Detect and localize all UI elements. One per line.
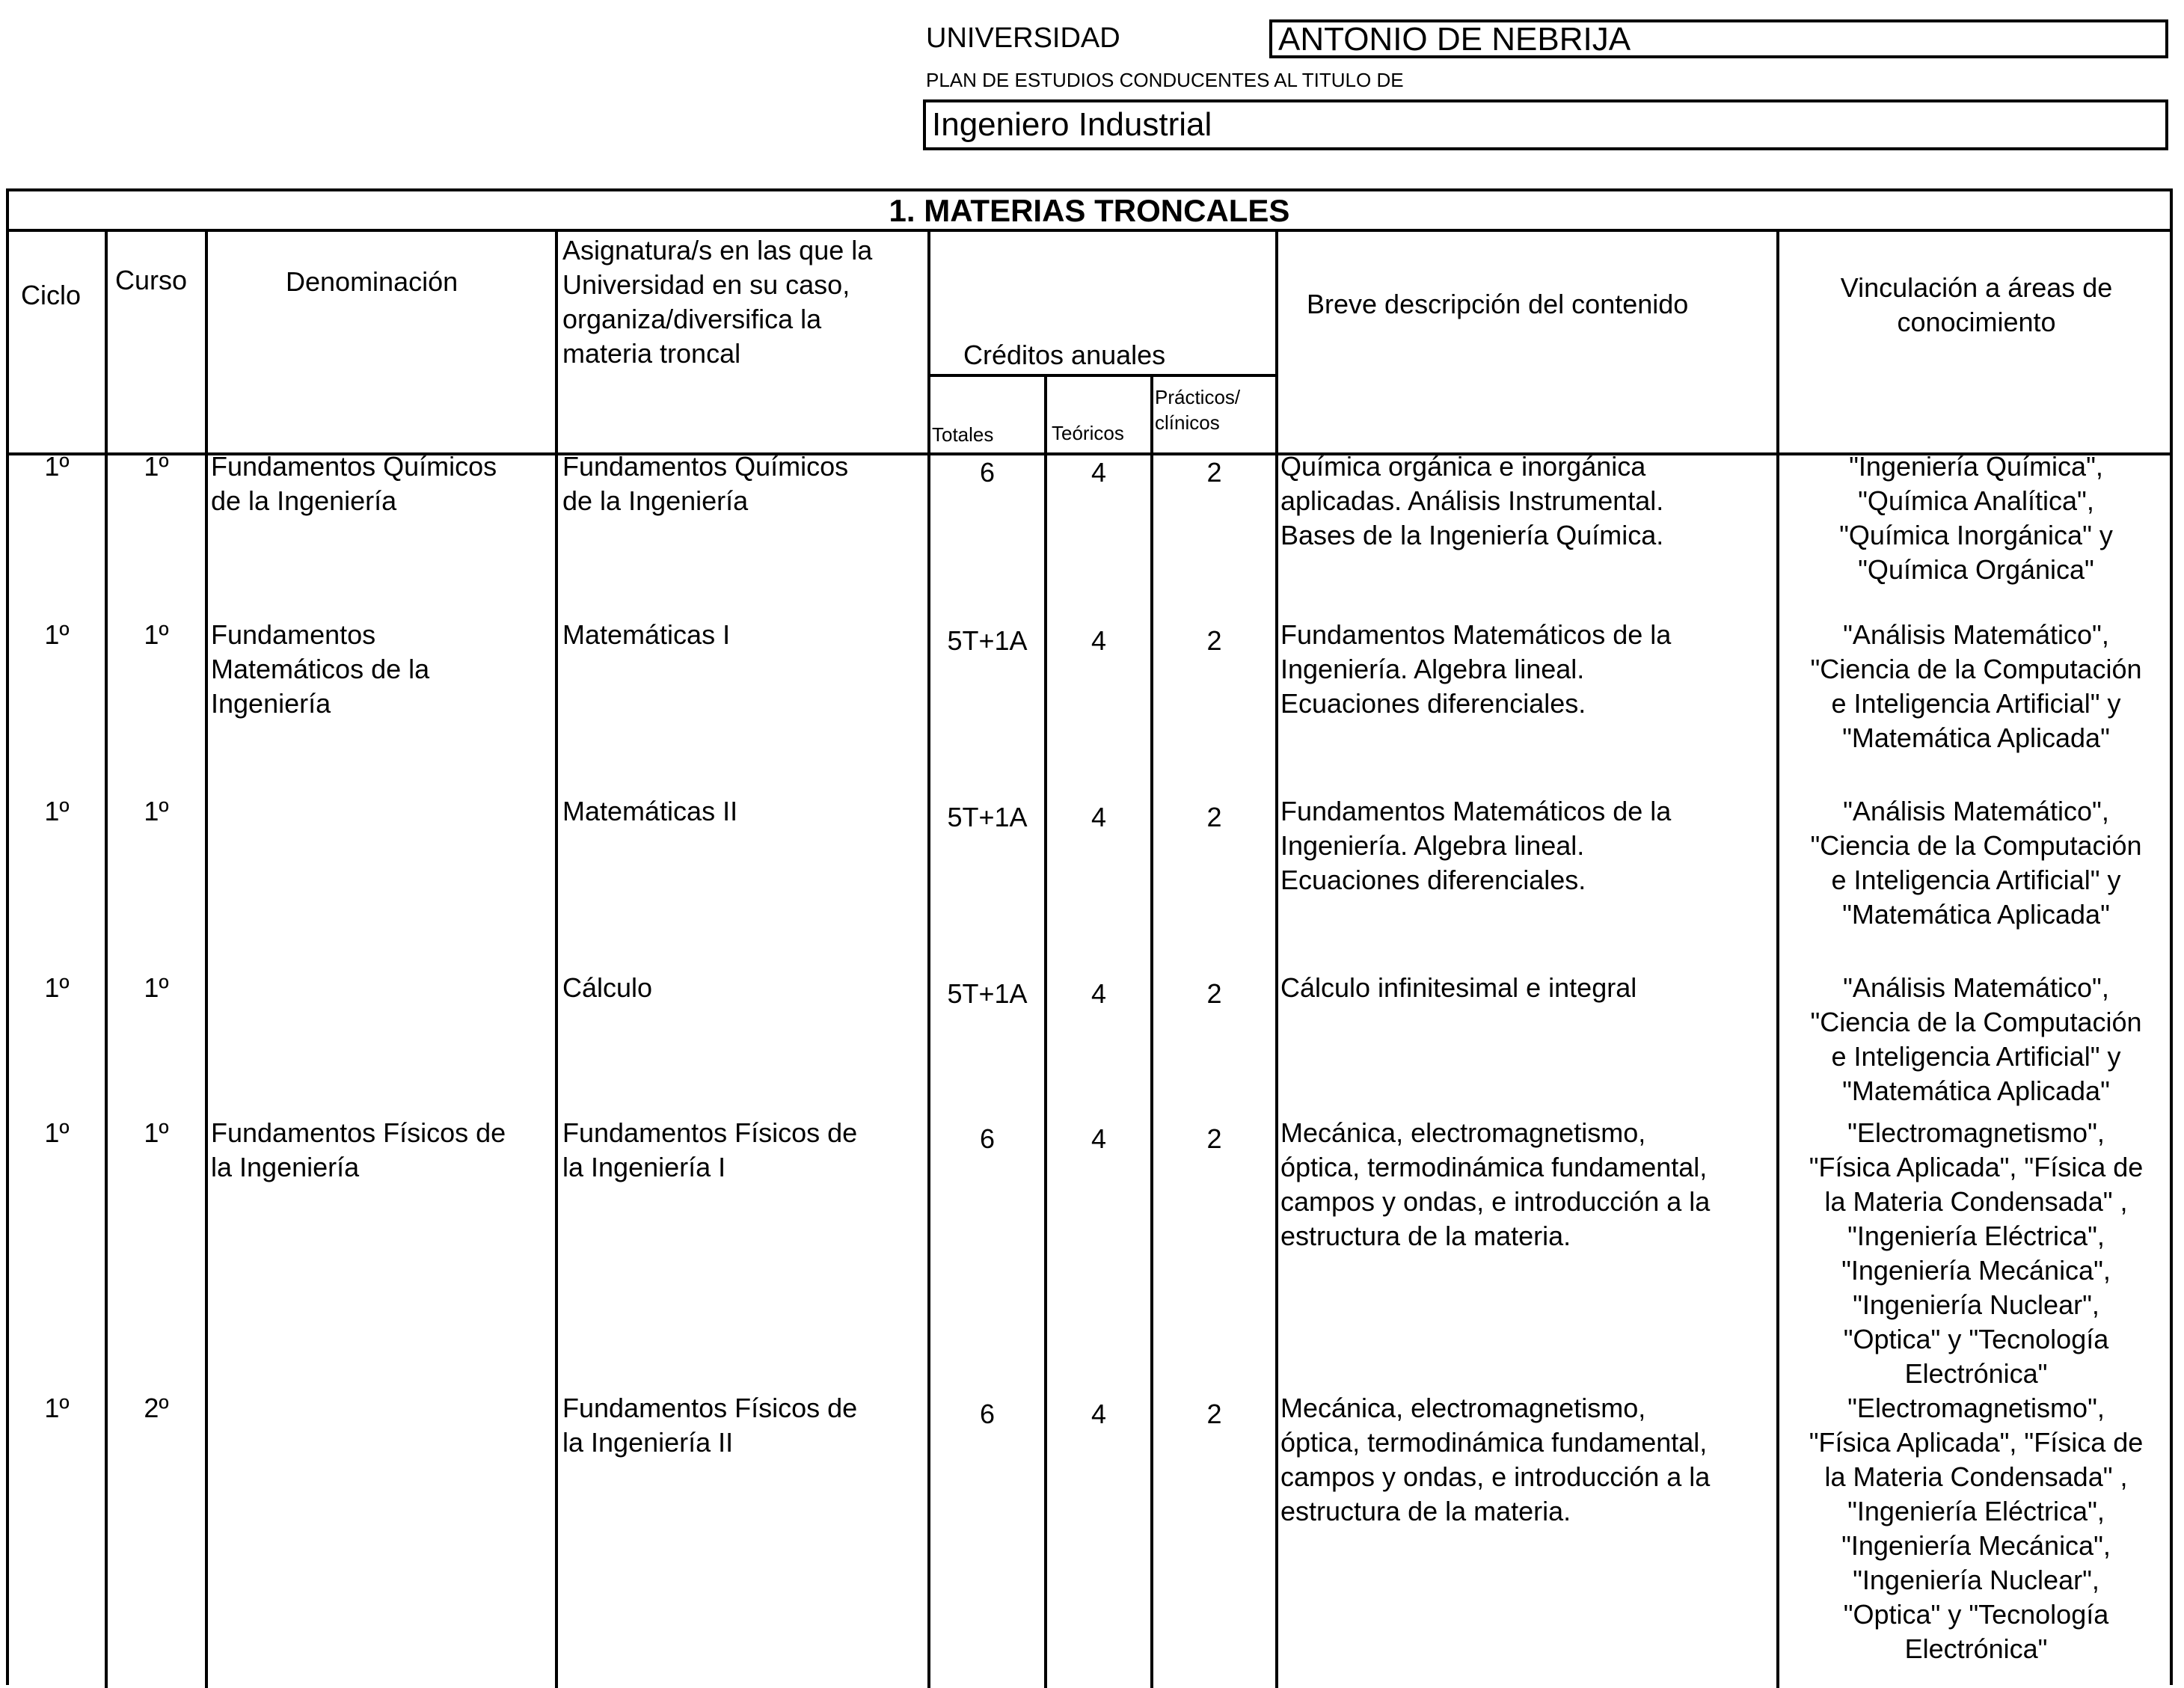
section-title: 1. MATERIAS TRONCALES: [889, 193, 1290, 228]
cell-descripcion: [1280, 794, 1776, 897]
cell-line: "Ingeniería Nuclear",: [1853, 1565, 2099, 1595]
cell-line: Fundamentos: [211, 619, 376, 650]
cell-line: 4: [1091, 1123, 1107, 1154]
cell-line: "Ciencia de la Computación: [1810, 654, 2142, 684]
cell-asignatura: [562, 1116, 927, 1185]
cell-totales: [930, 1397, 1044, 1431]
cell-practicos: [1153, 1122, 1275, 1156]
cell-line: de la Ingeniería: [562, 485, 749, 516]
cell-asignatura: [562, 794, 927, 829]
col-divider-asignatura: [927, 229, 930, 1688]
header-asignatura-line: Asignatura/s en las que la: [562, 235, 873, 266]
cell-line: la Materia Condensada" ,: [1824, 1461, 2128, 1492]
cell-descripcion: [1280, 1116, 1776, 1253]
cell-teoricos: [1047, 800, 1150, 835]
cell-line: la Materia Condensada" ,: [1824, 1186, 2128, 1217]
cell-line: "Ciencia de la Computación: [1810, 830, 2142, 861]
cell-line: Ingeniería. Algebra lineal.: [1280, 830, 1585, 861]
cell-line: 5T+1A: [947, 625, 1028, 656]
cell-line: 2: [1206, 1123, 1222, 1154]
cell-line: "Matemática Aplicada": [1842, 899, 2110, 930]
header-denominacion: Denominación: [286, 266, 458, 297]
cell-line: "Optica" y "Tecnología: [1843, 1324, 2109, 1354]
cell-teoricos: [1047, 455, 1150, 490]
header-vinculacion-line: Vinculación a áreas de: [1840, 272, 2113, 303]
cell-line: óptica, termodinámica fundamental,: [1280, 1427, 1708, 1458]
cell-practicos: [1153, 624, 1275, 658]
cell-line: Ecuaciones diferenciales.: [1280, 865, 1586, 895]
cell-line: 4: [1091, 457, 1107, 488]
cell-curso: [108, 794, 205, 829]
cell-line: "Física Aplicada", "Física de: [1809, 1152, 2144, 1182]
cell-line: 5T+1A: [947, 802, 1028, 832]
col-divider-denominacion: [555, 229, 558, 1688]
cell-line: "Matemática Aplicada": [1842, 722, 2110, 753]
cell-line: Cálculo infinitesimal e integral: [1280, 972, 1637, 1003]
header-divider: [9, 229, 2170, 232]
header-descripcion: Breve descripción del contenido: [1307, 289, 1689, 319]
cell-teoricos: [1047, 977, 1150, 1011]
cell-line: de la Ingeniería: [211, 485, 397, 516]
cell-line: Fundamentos Físicos de: [562, 1393, 858, 1423]
cell-denominacion: [211, 1116, 555, 1185]
cell-line: 1º: [144, 451, 169, 482]
cell-vinculacion: [1779, 1391, 2173, 1666]
cell-line: 4: [1091, 1399, 1107, 1429]
cell-line: 1º: [44, 451, 70, 482]
cell-line: "Ingeniería Nuclear",: [1853, 1289, 2099, 1320]
header-practicos-line: clínicos: [1155, 411, 1220, 434]
cell-line: 6: [979, 457, 996, 488]
cell-line: 2: [1206, 978, 1222, 1009]
cell-asignatura: [562, 618, 927, 652]
creditos-divider: [927, 374, 1275, 377]
cell-line: Matemáticas I: [562, 619, 731, 650]
cell-practicos: [1153, 455, 1275, 490]
cell-teoricos: [1047, 624, 1150, 658]
header-vinculacion: [1780, 271, 2173, 340]
cell-line: 2º: [144, 1393, 169, 1423]
cell-line: campos y ondas, e introducción a la: [1280, 1186, 1711, 1217]
cell-vinculacion: [1779, 618, 2173, 755]
header-totales: Totales: [932, 423, 994, 446]
cell-line: "Ingeniería Eléctrica",: [1847, 1496, 2105, 1526]
cell-line: Química orgánica e inorgánica: [1280, 451, 1646, 482]
cell-totales: [930, 1122, 1044, 1156]
cell-line: "Ingeniería Eléctrica",: [1847, 1221, 2105, 1251]
cell-vinculacion: [1779, 1116, 2173, 1391]
cell-practicos: [1153, 1397, 1275, 1431]
cell-line: "Optica" y "Tecnología: [1843, 1599, 2109, 1630]
cell-line: Ingeniería. Algebra lineal.: [1280, 654, 1585, 684]
cell-teoricos: [1047, 1397, 1150, 1431]
cell-line: estructura de la materia.: [1280, 1496, 1571, 1526]
cell-line: "Electromagnetismo",: [1847, 1117, 2105, 1148]
cell-line: 1º: [44, 796, 70, 826]
cell-line: Fundamentos Matemáticos de la: [1280, 619, 1672, 650]
header-asignatura-line: materia troncal: [562, 338, 741, 369]
header-ciclo: Ciclo: [21, 280, 82, 310]
cell-vinculacion: [1779, 794, 2173, 932]
cell-line: 6: [979, 1123, 996, 1154]
cell-descripcion: [1280, 1391, 1776, 1529]
cell-line: Fundamentos Físicos de: [562, 1117, 858, 1148]
cell-line: Ecuaciones diferenciales.: [1280, 688, 1586, 719]
cell-line: 1º: [44, 1393, 70, 1423]
materias-troncales-table: [6, 188, 2173, 1685]
cell-vinculacion: [1779, 449, 2173, 587]
cell-descripcion: [1280, 449, 1776, 553]
header-vinculacion-line: conocimiento: [1897, 307, 2056, 337]
cell-ciclo: [9, 449, 105, 484]
cell-totales: [930, 800, 1044, 835]
cell-line: Ingeniería: [211, 688, 331, 719]
cell-totales: [930, 977, 1044, 1011]
cell-line: e Inteligencia Artificial" y: [1831, 865, 2121, 895]
cell-ciclo: [9, 1391, 105, 1425]
cell-line: Electrónica": [1904, 1358, 2048, 1389]
cell-ciclo: [9, 794, 105, 829]
cell-line: "Ingeniería Mecánica",: [1841, 1255, 2111, 1286]
col-divider-ciclo: [105, 229, 108, 1688]
header-teoricos: Teóricos: [1052, 422, 1124, 444]
cell-line: "Química Analítica",: [1858, 485, 2094, 516]
cell-line: Bases de la Ingeniería Química.: [1280, 520, 1664, 550]
cell-line: "Análisis Matemático",: [1843, 796, 2109, 826]
header-asignatura-line: organiza/diversifica la: [562, 304, 822, 334]
cell-descripcion: [1280, 971, 1776, 1005]
cell-line: 1º: [144, 1117, 169, 1148]
cell-line: "Física Aplicada", "Física de: [1809, 1427, 2144, 1458]
cell-curso: [108, 449, 205, 484]
col-divider-totales: [1044, 374, 1047, 1688]
cell-line: 1º: [144, 796, 169, 826]
col-divider-curso: [205, 229, 208, 1688]
cell-line: la Ingeniería: [211, 1152, 360, 1182]
cell-asignatura: [562, 449, 927, 518]
cell-line: Cálculo: [562, 972, 653, 1003]
header-creditos-anuales: Créditos anuales: [963, 340, 1166, 370]
col-divider-creditos: [1275, 229, 1278, 1688]
cell-line: 2: [1206, 802, 1222, 832]
titulo-value-box: Ingeniero Industrial: [923, 99, 2168, 150]
plan-label: PLAN DE ESTUDIOS CONDUCENTES AL TITULO DE: [926, 69, 1404, 91]
cell-line: "Ciencia de la Computación: [1810, 1007, 2142, 1037]
cell-line: e Inteligencia Artificial" y: [1831, 1041, 2121, 1072]
cell-line: 2: [1206, 1399, 1222, 1429]
cell-curso: [108, 1116, 205, 1150]
cell-line: 6: [979, 1399, 996, 1429]
cell-line: Matemáticas II: [562, 796, 738, 826]
cell-line: 1º: [44, 1117, 70, 1148]
cell-ciclo: [9, 1116, 105, 1150]
cell-line: la Ingeniería II: [562, 1427, 734, 1458]
cell-line: 4: [1091, 978, 1107, 1009]
cell-line: Mecánica, electromagnetismo,: [1280, 1117, 1646, 1148]
cell-ciclo: [9, 971, 105, 1005]
cell-practicos: [1153, 977, 1275, 1011]
cell-line: 5T+1A: [947, 978, 1028, 1009]
cell-line: 2: [1206, 457, 1222, 488]
cell-line: e Inteligencia Artificial" y: [1831, 688, 2121, 719]
cell-line: 2: [1206, 625, 1222, 656]
cell-line: Fundamentos Químicos: [562, 451, 849, 482]
header-curso: Curso: [115, 265, 188, 295]
cell-line: "Química Orgánica": [1858, 554, 2094, 585]
universidad-value-box: ANTONIO DE NEBRIJA: [1269, 19, 2168, 58]
cell-line: "Química Inorgánica" y: [1839, 520, 2113, 550]
cell-line: 4: [1091, 625, 1107, 656]
cell-practicos: [1153, 800, 1275, 835]
cell-curso: [108, 971, 205, 1005]
col-divider-teoricos: [1150, 374, 1153, 1688]
cell-line: 1º: [44, 972, 70, 1003]
cell-line: "Ingeniería Mecánica",: [1841, 1530, 2111, 1561]
cell-line: 1º: [44, 619, 70, 650]
header-asignatura-line: Universidad en su caso,: [562, 269, 850, 300]
cell-line: 1º: [144, 619, 169, 650]
cell-line: "Electromagnetismo",: [1847, 1393, 2105, 1423]
cell-line: aplicadas. Análisis Instrumental.: [1280, 485, 1664, 516]
cell-denominacion: [211, 449, 555, 518]
cell-ciclo: [9, 618, 105, 652]
cell-line: Matemáticos de la: [211, 654, 430, 684]
cell-line: "Ingeniería Química",: [1849, 451, 2103, 482]
cell-teoricos: [1047, 1122, 1150, 1156]
cell-line: campos y ondas, e introducción a la: [1280, 1461, 1711, 1492]
cell-line: Electrónica": [1904, 1633, 2048, 1664]
cell-vinculacion: [1779, 971, 2173, 1108]
universidad-label: UNIVERSIDAD: [926, 22, 1120, 54]
cell-asignatura: [562, 1391, 927, 1460]
cell-line: Fundamentos Matemáticos de la: [1280, 796, 1672, 826]
header-practicos: [1155, 384, 1240, 435]
cell-totales: [930, 624, 1044, 658]
cell-line: "Análisis Matemático",: [1843, 619, 2109, 650]
header-practicos-line: Prácticos/: [1155, 386, 1241, 408]
cell-line: Mecánica, electromagnetismo,: [1280, 1393, 1646, 1423]
cell-line: "Análisis Matemático",: [1843, 972, 2109, 1003]
header-asignatura: [562, 233, 926, 371]
cell-totales: [930, 455, 1044, 490]
cell-line: 4: [1091, 802, 1107, 832]
cell-line: Fundamentos Físicos de: [211, 1117, 506, 1148]
cell-line: Fundamentos Químicos: [211, 451, 497, 482]
cell-denominacion: [211, 618, 555, 721]
cell-curso: [108, 1391, 205, 1425]
cell-line: la Ingeniería I: [562, 1152, 726, 1182]
cell-asignatura: [562, 971, 927, 1005]
cell-line: "Matemática Aplicada": [1842, 1075, 2110, 1106]
cell-line: 1º: [144, 972, 169, 1003]
cell-line: óptica, termodinámica fundamental,: [1280, 1152, 1708, 1182]
cell-line: estructura de la materia.: [1280, 1221, 1571, 1251]
cell-descripcion: [1280, 618, 1776, 721]
cell-curso: [108, 618, 205, 652]
